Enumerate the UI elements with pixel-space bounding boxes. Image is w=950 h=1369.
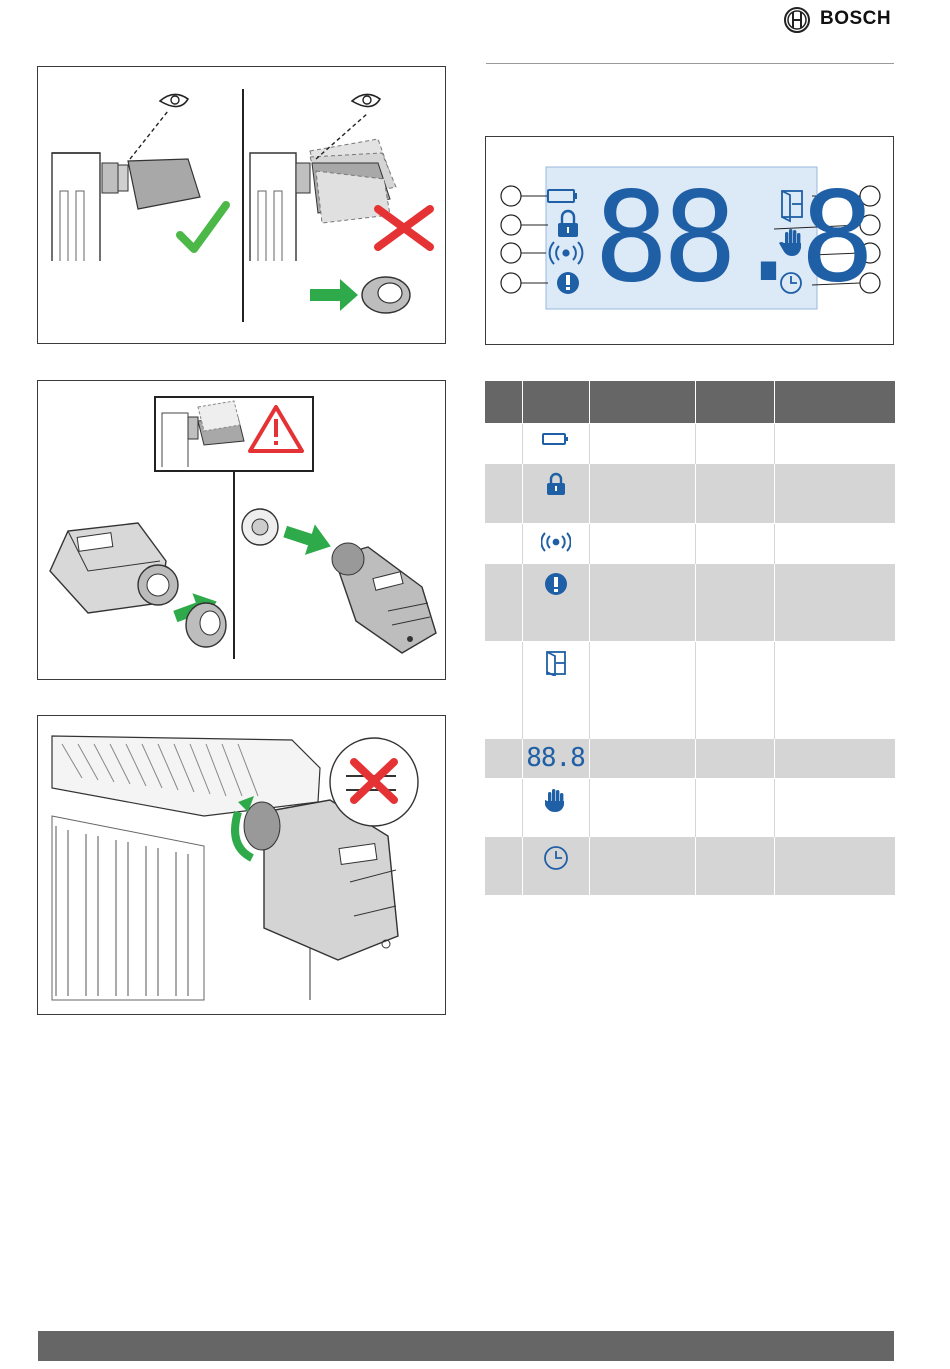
lcd-alert-icon: [557, 272, 579, 294]
header-rule: [486, 63, 894, 64]
table-row: [485, 779, 895, 837]
adapter-ring-illustration: [38, 381, 447, 681]
mounting-alignment-illustration: [38, 67, 447, 345]
lock-icon: [545, 472, 567, 496]
cross-icon: [378, 209, 430, 247]
clock-icon: [543, 845, 569, 871]
table-row: [485, 564, 895, 642]
lcd-display-figure: [485, 136, 894, 345]
segment-display-icon: 88.8: [526, 743, 585, 773]
table-header-cell: [522, 381, 589, 424]
hand-icon: [545, 787, 567, 813]
table-header-row: [485, 381, 895, 424]
table-row: [485, 464, 895, 524]
check-icon: [180, 205, 226, 249]
figure-mounting-alignment: [37, 66, 446, 344]
table-row: [485, 424, 895, 464]
battery-icon: [542, 432, 570, 446]
footer-bar: [38, 1331, 894, 1361]
radio-signal-icon: [541, 532, 571, 552]
table-header-cell: [589, 381, 695, 424]
hand-tighten-illustration: [38, 716, 447, 1016]
bosch-armature-icon: [783, 6, 813, 36]
brand-name: BOSCH: [820, 8, 892, 29]
open-window-icon: [544, 650, 568, 676]
figure-adapter-ring: [37, 380, 446, 680]
figure-hand-tighten: [37, 715, 446, 1015]
table-header-cell: [774, 381, 895, 424]
table-row: [485, 837, 895, 896]
table-row: [485, 642, 895, 739]
table-header-cell: [695, 381, 774, 424]
lcd-digits: 88.8: [594, 166, 869, 310]
table-header-cell: [485, 381, 522, 424]
table-row: [485, 739, 895, 779]
display-symbols-table: [485, 381, 895, 896]
table-row: [485, 524, 895, 564]
alert-icon: [544, 572, 568, 596]
